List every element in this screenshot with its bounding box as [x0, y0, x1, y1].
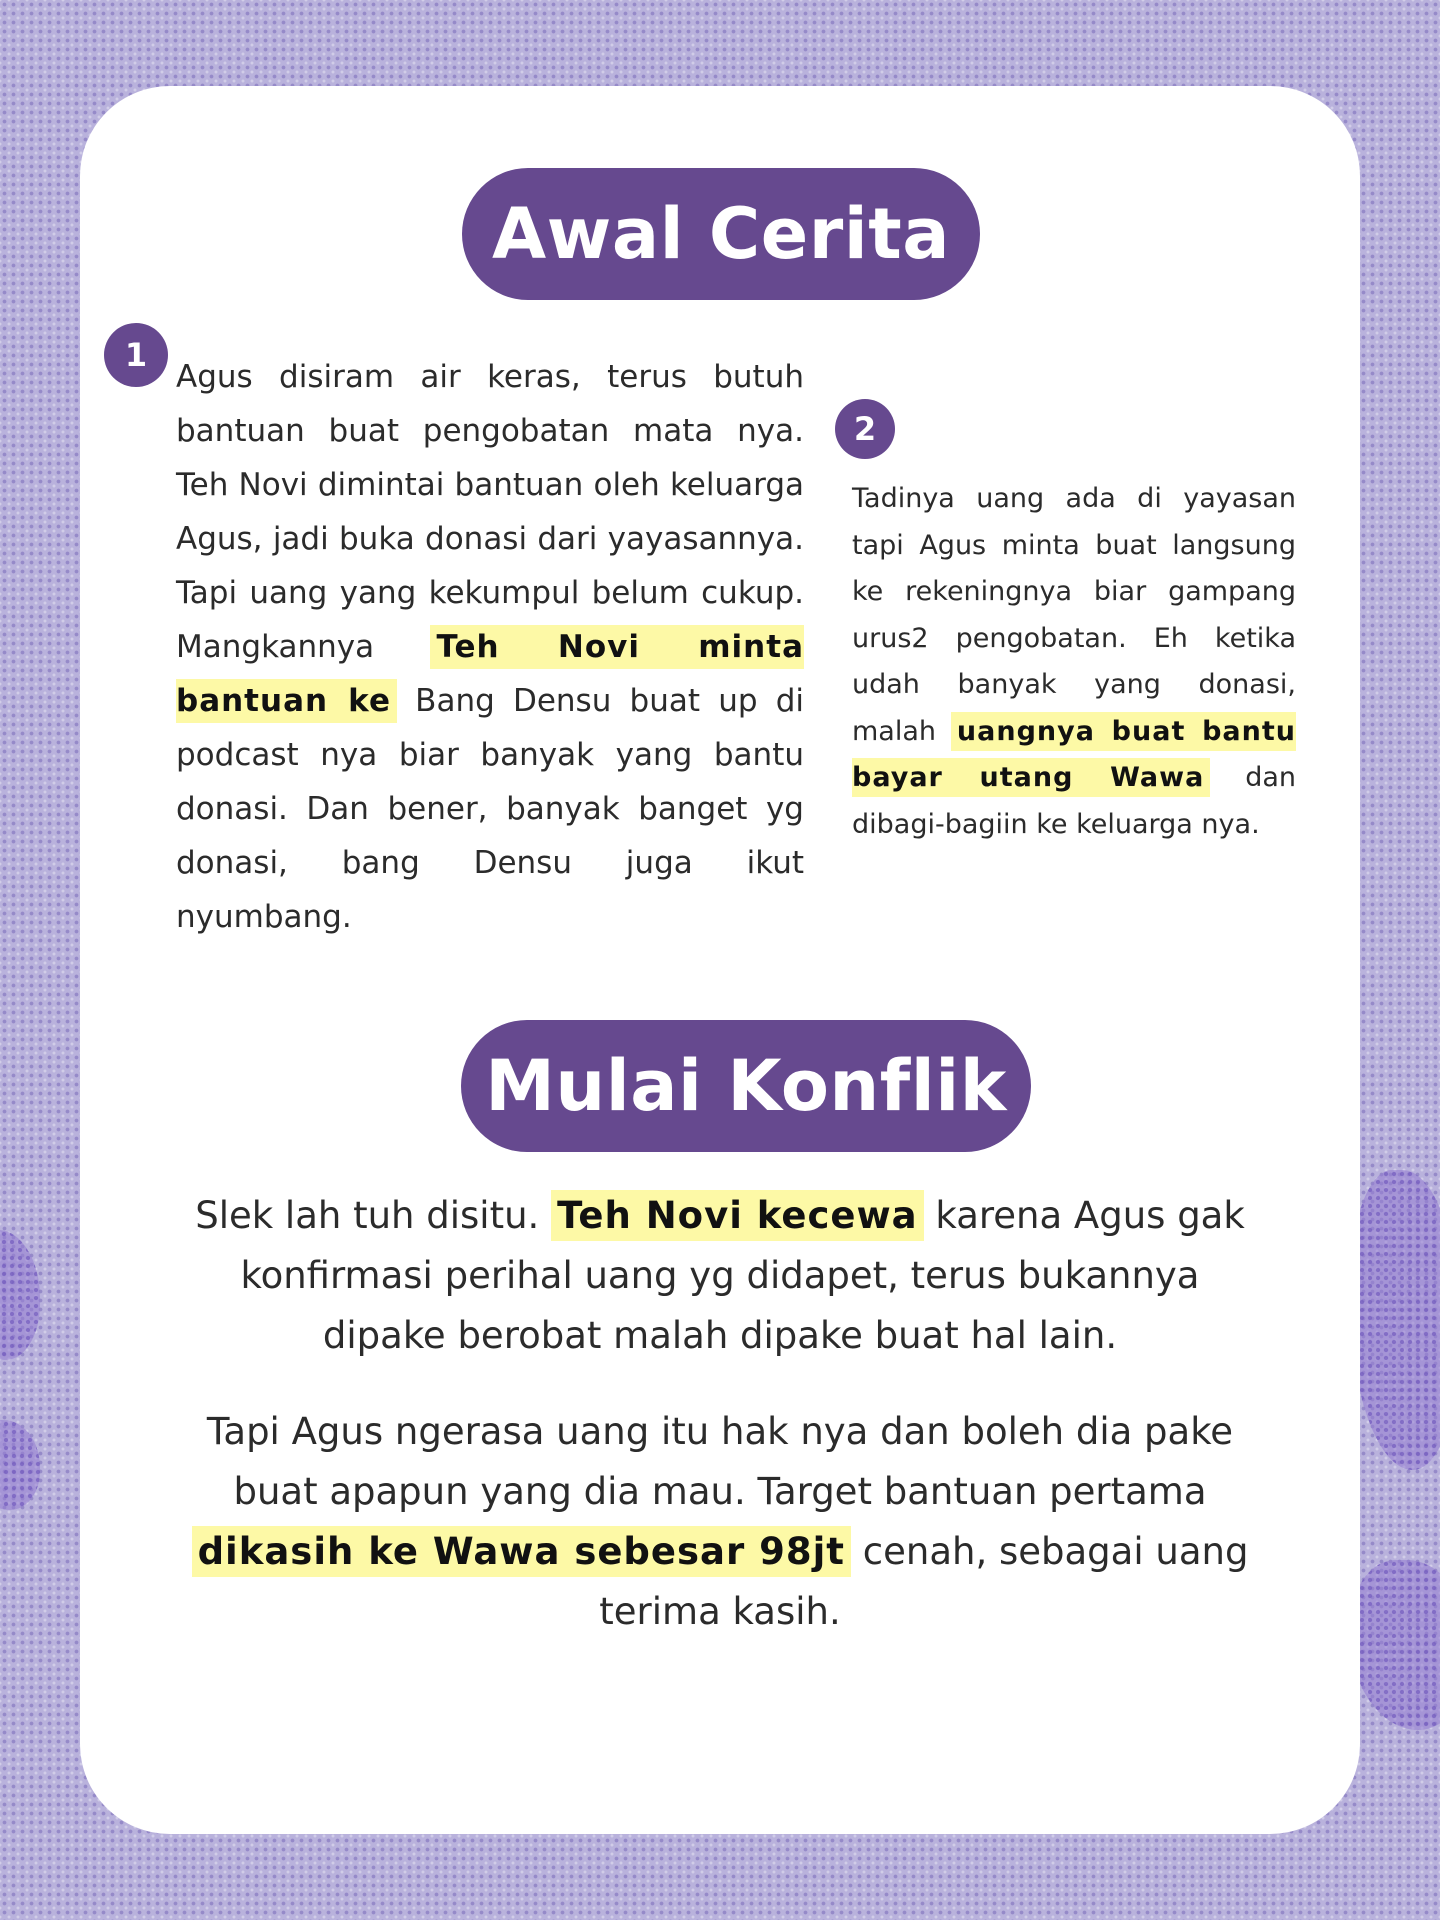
step-number-badge: 2: [835, 399, 895, 459]
section-title-mulai-konflik: Mulai Konflik: [461, 1020, 1031, 1152]
decorative-blob: [1350, 1560, 1440, 1730]
section-title-awal-cerita: Awal Cerita: [462, 168, 980, 300]
highlight-text: Teh Novi minta bantuan ke: [176, 625, 804, 723]
story-paragraph-2: [852, 476, 1296, 848]
highlight-text: dikasih ke Wawa sebesar 98jt: [192, 1526, 851, 1577]
highlight-text: uangnya buat bantu bayar utang Wawa: [852, 712, 1296, 798]
decorative-blob: [0, 1420, 40, 1510]
paragraph-text: karena Agus gak konfirmasi perihal uang yg didapet, terus bukannya dipake berobat malah dipake buat hal lain.: [240, 1194, 1245, 1357]
content-card: [80, 86, 1360, 1834]
conflict-paragraph-2: [190, 1402, 1250, 1642]
story-paragraph-1: [176, 350, 804, 944]
paragraph-text: Slek lah tuh disitu.: [195, 1194, 552, 1237]
step-number-badge: 1: [104, 323, 168, 387]
paragraph-text: Tapi Agus ngerasa uang itu hak nya dan boleh dia pake buat apapun yang dia mau. Target bantuan pertama: [206, 1410, 1234, 1513]
conflict-paragraph-1: [190, 1186, 1250, 1366]
paragraph-text: Agus disiram air keras, terus butuh bantuan buat pengobatan mata nya. Teh Novi dimintai bantuan oleh keluarga Agus, jadi buka donasi dari yayasannya. Tapi uang yang kekumpul belum cukup. Mangkannya: [176, 359, 804, 665]
decorative-blob: [1350, 1170, 1440, 1470]
paragraph-text: dan dibagi-bagiin ke keluarga nya.: [852, 762, 1296, 840]
paragraph-text: Bang Densu buat up di podcast nya biar banyak yang bantu donasi. Dan bener, banyak banget yg donasi, bang Densu juga ikut nyumbang.: [176, 683, 805, 935]
highlight-text: Teh Novi kecewa: [551, 1190, 924, 1241]
decorative-blob: [0, 1230, 40, 1360]
paragraph-text: cenah, sebagai uang terima kasih.: [599, 1530, 1249, 1633]
paragraph-text: Tadinya uang ada di yayasan tapi Agus minta buat langsung ke rekeningnya biar gampang urus2 pengobatan. Eh ketika udah banyak yang donasi, malah: [852, 483, 1296, 747]
